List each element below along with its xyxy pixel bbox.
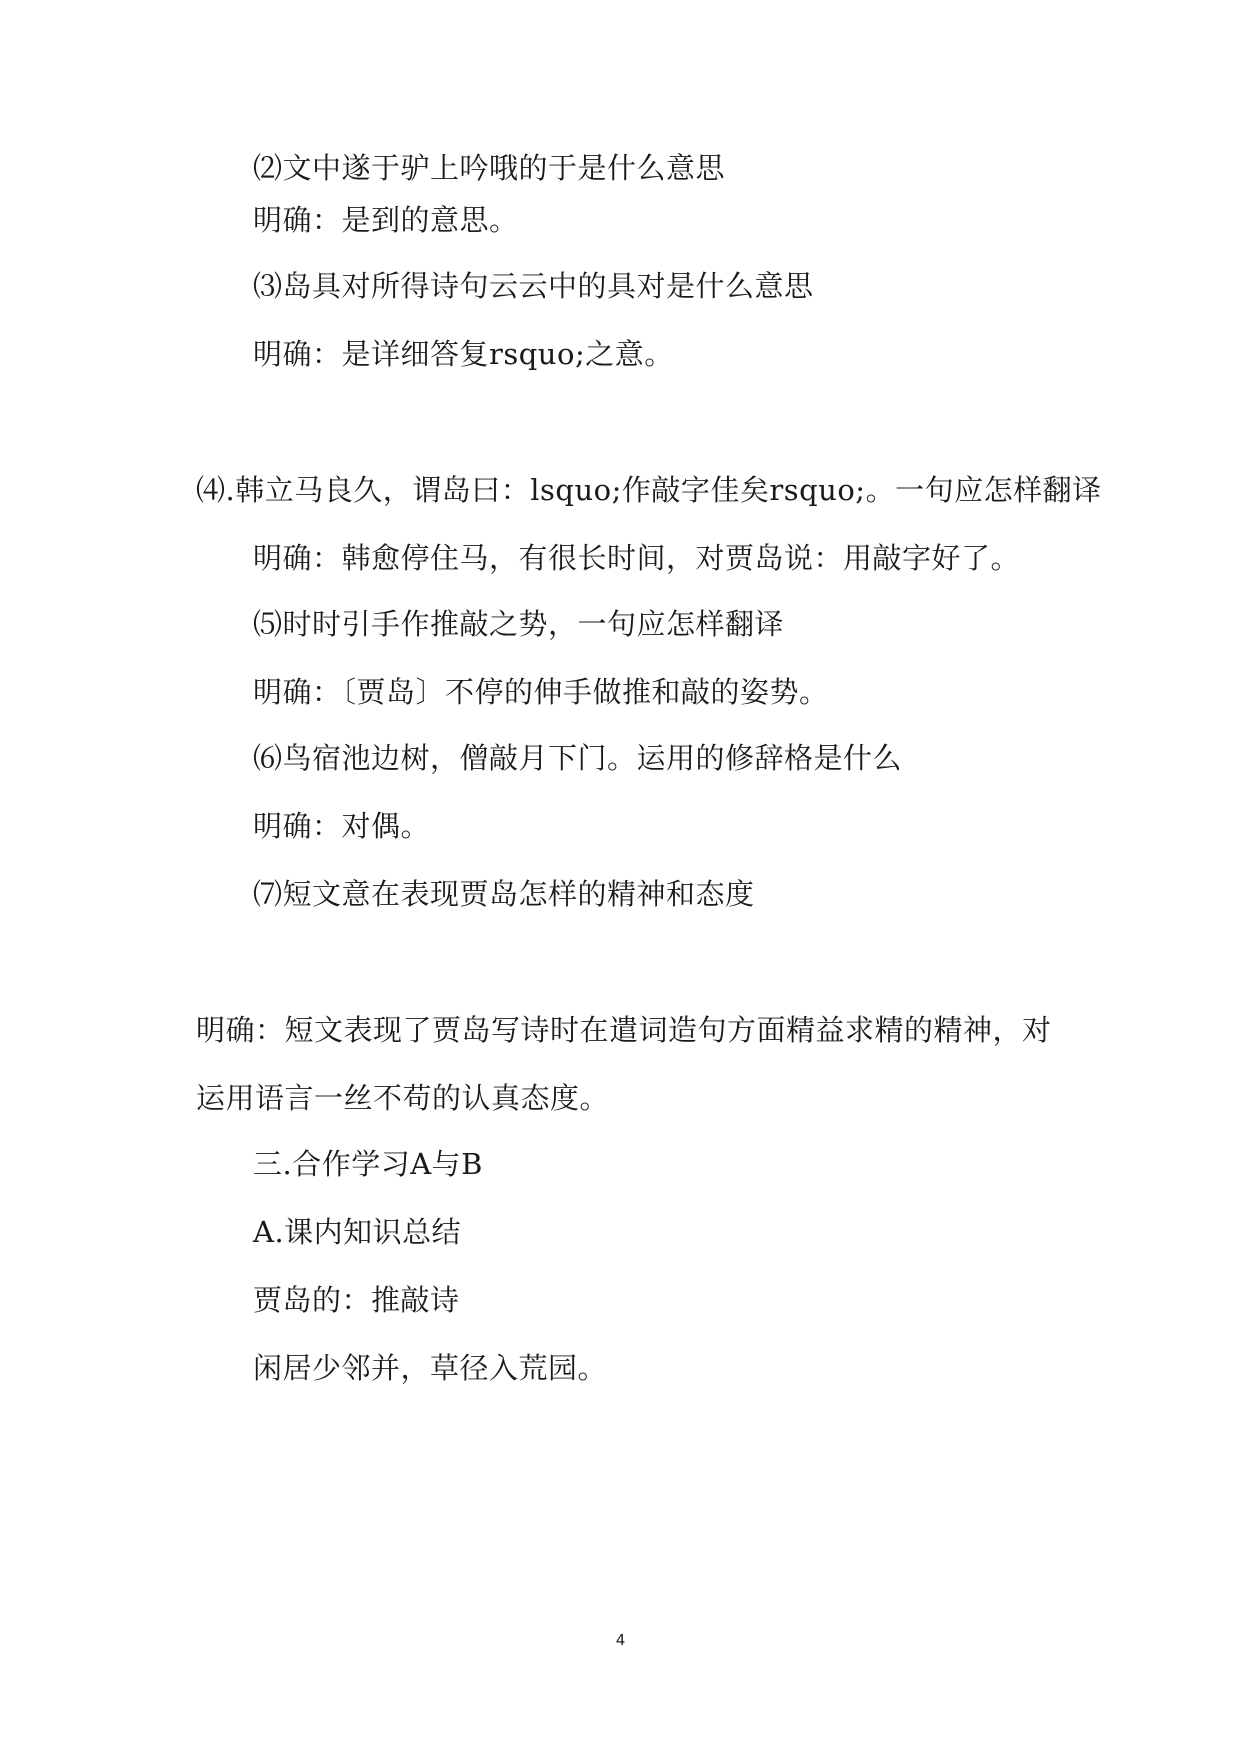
question-4: ⑷.韩立马良久，谓岛曰：lsquo;作敲字佳矣rsquo;。一句应怎样翻译 bbox=[196, 473, 1102, 507]
answer-3: 明确：是详细答复rsquo;之意。 bbox=[253, 337, 674, 371]
question-6: ⑹鸟宿池边树，僧敲月下门。运用的修辞格是什么 bbox=[253, 741, 903, 775]
answer-2: 明确：是到的意思。 bbox=[253, 203, 519, 237]
page-number: 4 bbox=[615, 1631, 626, 1649]
poem-title: 贾岛的：推敲诗 bbox=[253, 1283, 460, 1317]
answer-7-line-2: 运用语言一丝不苟的认真态度。 bbox=[196, 1081, 610, 1115]
question-5: ⑸时时引手作推敲之势，一句应怎样翻译 bbox=[253, 607, 785, 641]
subsection-heading: A.课内知识总结 bbox=[253, 1215, 462, 1249]
answer-4: 明确：韩愈停住马，有很长时间，对贾岛说：用敲字好了。 bbox=[253, 541, 1021, 575]
answer-5: 明确：〔贾岛〕不停的伸手做推和敲的姿势。 bbox=[253, 675, 829, 709]
answer-6: 明确：对偶。 bbox=[253, 809, 431, 843]
answer-7-line-1: 明确：短文表现了贾岛写诗时在遣词造句方面精益求精的精神，对 bbox=[196, 1013, 1052, 1047]
question-7: ⑺短文意在表现贾岛怎样的精神和态度 bbox=[253, 877, 755, 911]
question-3: ⑶岛具对所得诗句云云中的具对是什么意思 bbox=[253, 269, 814, 303]
poem-line-1: 闲居少邻并，草径入荒园。 bbox=[253, 1351, 608, 1385]
question-2: ⑵文中遂于驴上吟哦的于是什么意思 bbox=[253, 151, 726, 185]
section-heading: 三.合作学习A与B bbox=[253, 1147, 483, 1181]
